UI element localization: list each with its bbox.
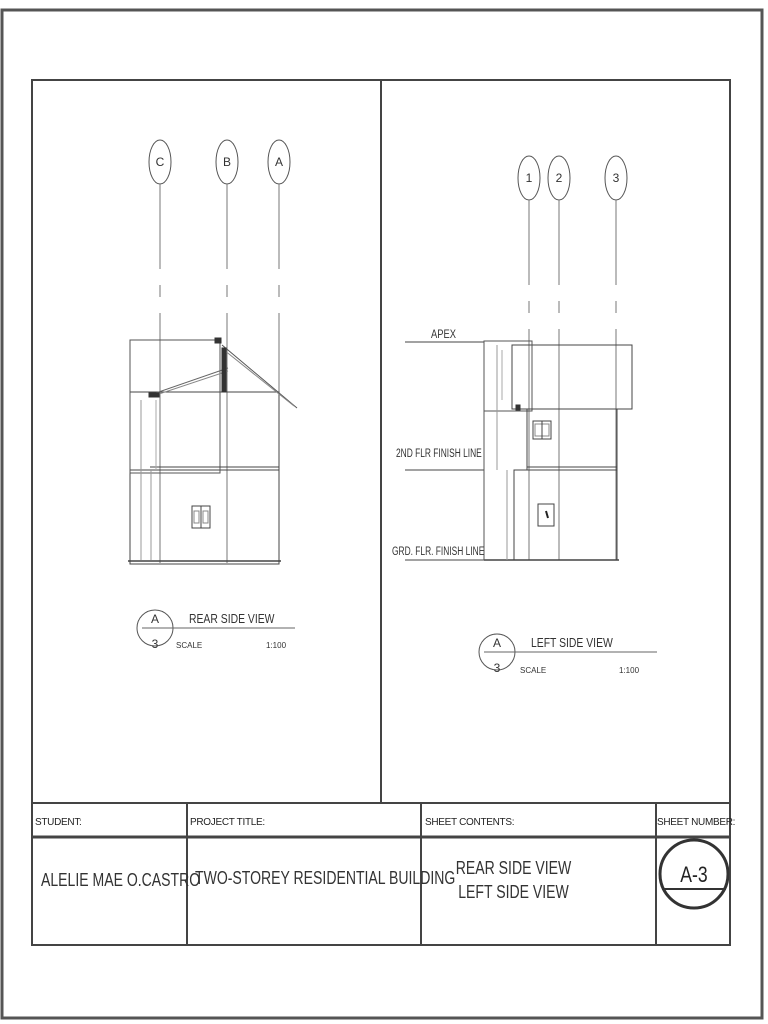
rear-window-pane-l — [194, 511, 199, 523]
sheet-contents-label: SHEET CONTENTS: — [425, 817, 515, 828]
left-view-title: LEFT SIDE VIEW — [531, 635, 613, 651]
rear-view-text — [151, 155, 287, 651]
project-title: TWO-STOREY RESIDENTIAL BUILDING — [195, 868, 456, 888]
grid-label-c: C — [155, 155, 165, 169]
left-apex-frame — [484, 341, 532, 411]
rear-gutter — [149, 393, 159, 397]
sheet-contents-line-2: LEFT SIDE VIEW — [458, 882, 569, 902]
apex-level-label: APEX — [431, 327, 456, 342]
rear-roof-edge-2 — [150, 371, 228, 397]
left-bubble-letter: A — [492, 636, 502, 650]
left-side-view — [405, 156, 657, 670]
left-lower-window-mark — [546, 511, 548, 518]
rear-apex-block — [130, 340, 220, 473]
project-title-label: PROJECT TITLE: — [190, 817, 265, 828]
rear-ground-floor — [130, 470, 279, 564]
rear-roof-edge-1 — [150, 368, 228, 395]
rear-scale-value: 1:100 — [266, 641, 287, 650]
sheet-number-label: SHEET NUMBER: — [657, 817, 736, 828]
sheet-contents — [421, 856, 606, 904]
left-bubble-number: 3 — [493, 661, 501, 675]
rear-side-view — [128, 140, 297, 646]
left-scale-label: SCALE — [520, 666, 547, 675]
rear-roof-slope-2 — [224, 350, 294, 406]
rear-view-title: REAR SIDE VIEW — [189, 611, 275, 627]
grid-label-a: A — [274, 155, 284, 169]
sheet-contents-line-1: REAR SIDE VIEW — [455, 858, 572, 878]
rear-bubble-number: 3 — [151, 637, 159, 651]
grid-label-b: B — [222, 155, 232, 169]
student-label: STUDENT: — [35, 817, 82, 828]
grid-label-3: 3 — [612, 171, 620, 185]
grid-label-1: 1 — [525, 171, 533, 185]
left-scale-value: 1:100 — [619, 666, 640, 675]
rear-roof-slope — [222, 345, 297, 408]
student-name: ALELIE MAE O.CASTRO — [41, 870, 201, 890]
rear-apex-post — [222, 348, 226, 392]
grid-label-2: 2 — [555, 171, 563, 185]
left-view-text — [392, 171, 640, 675]
left-lower-window — [538, 504, 554, 526]
rear-second-floor — [130, 392, 279, 470]
left-roof-block — [512, 345, 632, 409]
sheet-number: A-3 — [680, 862, 708, 887]
rear-window-pane-r — [203, 511, 208, 523]
ground-floor-level-label: GRD. FLR. FINISH LINE — [392, 545, 485, 559]
rear-bubble-letter: A — [150, 612, 160, 626]
rear-scale-label: SCALE — [176, 641, 203, 650]
left-eave — [516, 405, 520, 410]
rear-apex-cap — [215, 338, 221, 343]
second-floor-level-label: 2ND FLR FINISH LINE — [396, 447, 482, 461]
